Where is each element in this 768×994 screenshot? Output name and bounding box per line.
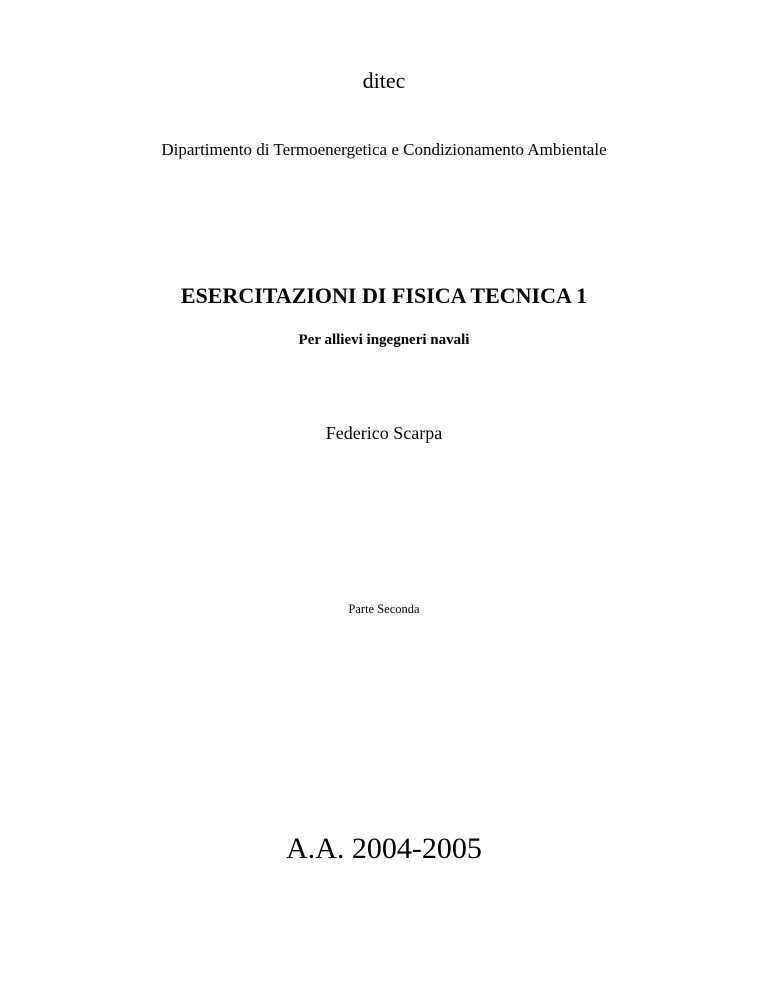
department-name: Dipartimento di Termoenergetica e Condizionamento Ambientale — [161, 140, 607, 159]
author-name: Federico Scarpa — [325, 423, 443, 443]
document-subtitle: Per allievi ingegneri navali — [298, 332, 470, 348]
organization-name: ditec — [362, 68, 406, 93]
part-label: Parte Seconda — [348, 602, 420, 616]
academic-year: A.A. 2004-2005 — [286, 832, 482, 865]
document-title: ESERCITAZIONI DI FISICA TECNICA 1 — [180, 283, 588, 308]
